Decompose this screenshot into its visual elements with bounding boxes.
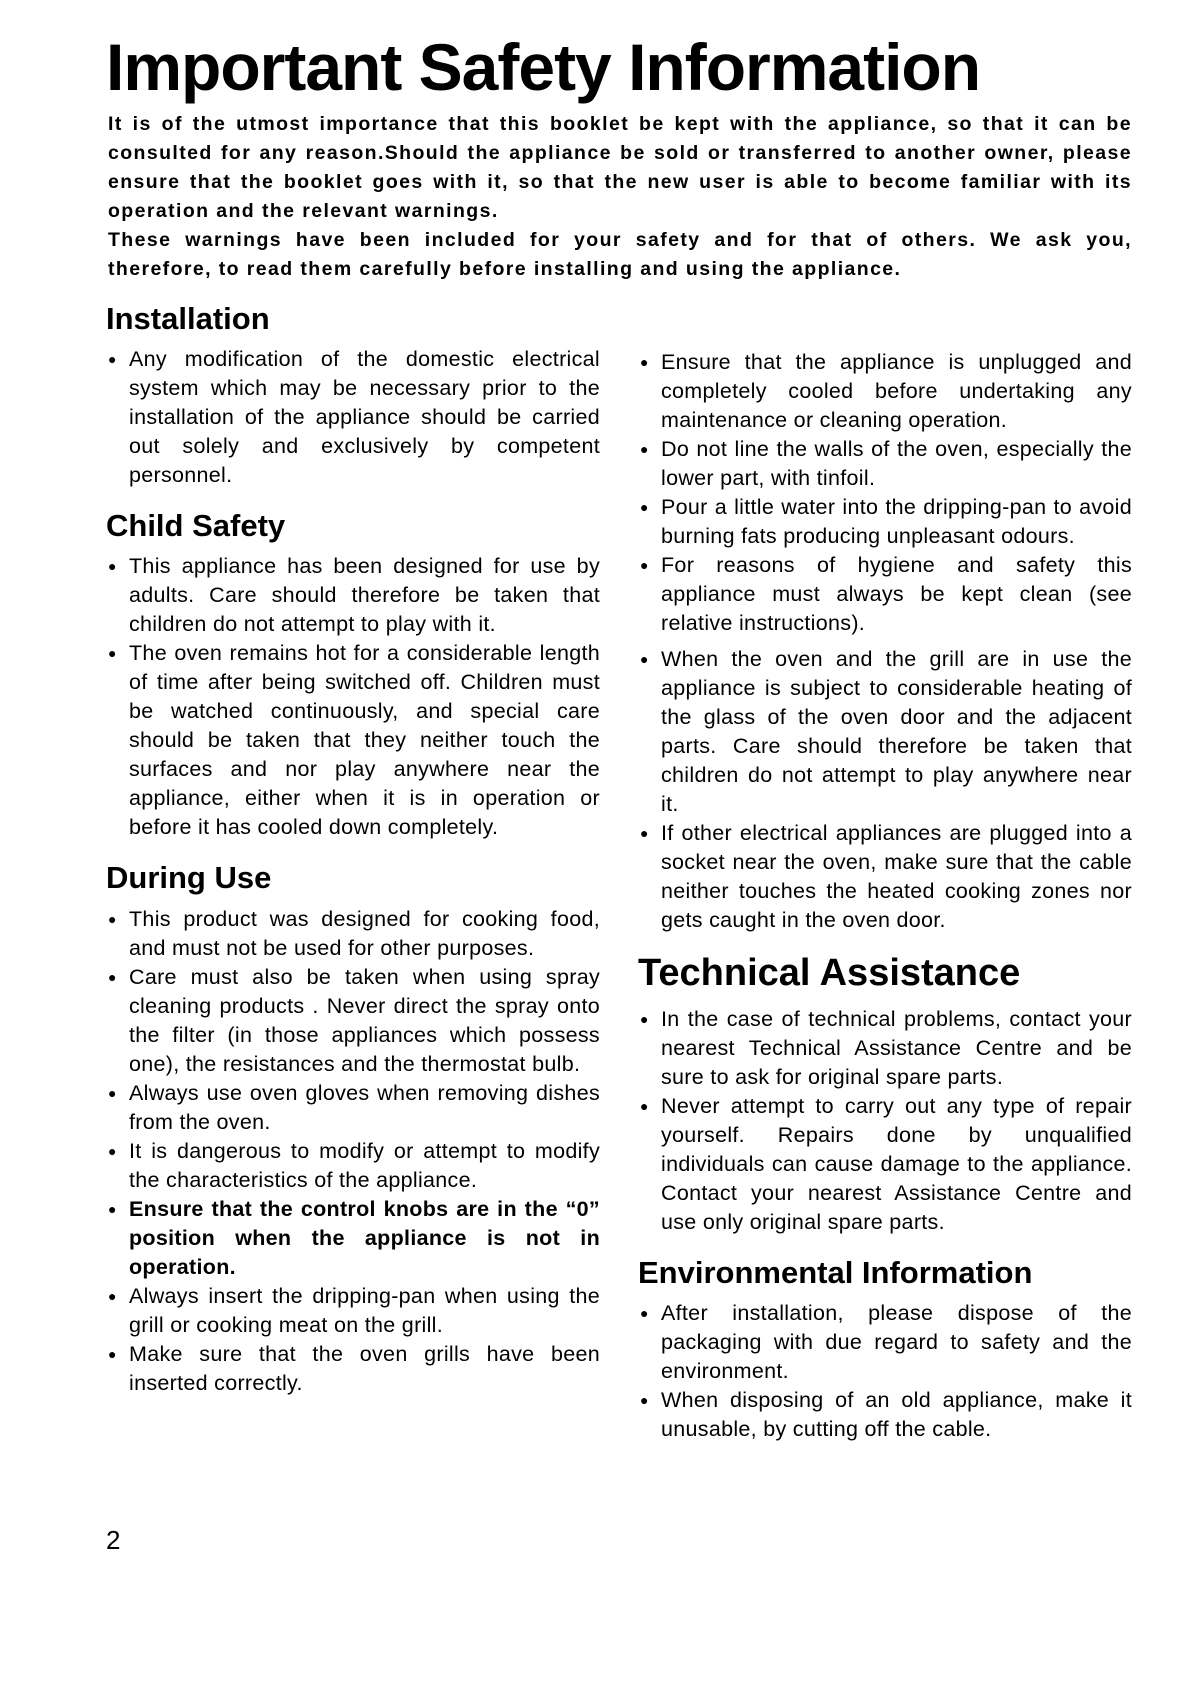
list-item-text: When disposing of an old appliance, make it unusable, by cutting off the cable. bbox=[661, 1387, 1132, 1441]
bullet-icon: ● bbox=[108, 1345, 117, 1362]
right-column bbox=[638, 348, 1132, 1444]
list-item-text: It is dangerous to modify or attempt to modify the characteristics of the appliance. bbox=[129, 1138, 600, 1192]
bullet-icon: ● bbox=[640, 441, 649, 457]
section-heading: Child Safety bbox=[106, 508, 286, 544]
bullet-icon: ● bbox=[640, 825, 649, 841]
list-item-text: Always insert the dripping-pan when using the grill or cooking meat on the grill. bbox=[129, 1283, 600, 1337]
technical-assistance-section bbox=[638, 951, 1132, 1237]
bullet-icon: ● bbox=[640, 1097, 649, 1114]
list-item-text: Ensure that the control knobs are in the “0” position when the appliance is not in operation. bbox=[129, 1196, 600, 1279]
list-item-text: When the oven and the grill are in use the appliance is subject to considerable heating of the glass of the oven door and the adjacent parts. Care should therefore be taken that children do not attempt to play anywhere near it. bbox=[661, 647, 1132, 816]
environmental-information-section bbox=[638, 1254, 1132, 1444]
list-item-text: Ensure that the appliance is unplugged and completely cooled before undertaking any maintenance or cleaning operation. bbox=[661, 350, 1132, 432]
list-item-text: Any modification of the domestic electrical system which may be necessary prior to the installation of the appliance should be carried out solely and exclusively by competent personnel. bbox=[129, 347, 600, 488]
bullet-icon: ● bbox=[108, 1287, 117, 1304]
list-item-text: If other electrical appliances are plugged into a socket near the oven, make sure that the cable neither touches the heated cooking zones nor gets caught in the oven door. bbox=[661, 821, 1132, 932]
bullet-icon: ● bbox=[108, 1084, 117, 1101]
bullet-icon: ● bbox=[108, 351, 117, 368]
bullet-icon: ● bbox=[640, 499, 649, 515]
list-item bbox=[638, 348, 1132, 435]
list-item-text: Always use oven gloves when removing dishes from the oven. bbox=[129, 1080, 600, 1134]
bullet-icon: ● bbox=[108, 1142, 117, 1159]
bullet-list bbox=[106, 345, 600, 490]
list-item-text: For reasons of hygiene and safety this appliance must always be kept clean (see relative instructions). bbox=[661, 553, 1132, 635]
bullet-icon: ● bbox=[640, 1010, 649, 1027]
list-item bbox=[106, 552, 600, 639]
list-item bbox=[638, 645, 1132, 819]
bullet-icon: ● bbox=[640, 651, 649, 667]
list-item bbox=[106, 1137, 600, 1195]
installation-section bbox=[106, 300, 600, 490]
section-heading: During Use bbox=[106, 860, 272, 896]
list-item bbox=[638, 435, 1132, 493]
during-use-section bbox=[106, 859, 600, 1397]
bullet-icon: ● bbox=[108, 645, 117, 662]
list-item-text: This appliance has been designed for use by adults. Care should therefore be taken that children do not attempt to play with it. bbox=[129, 554, 600, 637]
bullet-icon: ● bbox=[640, 354, 649, 370]
bullet-list bbox=[638, 348, 1132, 935]
page-title: Important Safety Information bbox=[106, 30, 981, 104]
list-item bbox=[106, 963, 600, 1079]
list-item bbox=[106, 1079, 600, 1137]
bullet-icon: ● bbox=[640, 557, 649, 573]
list-item-text: Never attempt to carry out any type of repair yourself. Repairs done by unqualified individuals can cause damage to the appliance. Contact your nearest Assistance Centre and use only original spare parts. bbox=[661, 1093, 1132, 1234]
child-safety-section bbox=[106, 507, 600, 842]
list-item bbox=[638, 1386, 1132, 1444]
list-item bbox=[638, 1092, 1132, 1237]
list-item-text: Pour a little water into the dripping-pan to avoid burning fats producing unpleasant odours. bbox=[661, 495, 1132, 548]
list-item bbox=[638, 819, 1132, 935]
left-column bbox=[106, 300, 600, 1398]
list-item bbox=[638, 551, 1132, 638]
list-item-text: This product was designed for cooking food, and must not be used for other purposes. bbox=[129, 906, 600, 960]
bullet-list bbox=[106, 552, 600, 842]
bullet-list bbox=[638, 1005, 1132, 1237]
list-item bbox=[638, 1299, 1132, 1386]
bullet-list bbox=[106, 905, 600, 1398]
section-heading: Environmental Information bbox=[638, 1254, 1033, 1290]
bullet-icon: ● bbox=[640, 1304, 649, 1321]
bullet-icon: ● bbox=[108, 968, 117, 985]
bullet-icon: ● bbox=[640, 1391, 649, 1408]
list-item bbox=[106, 1340, 600, 1398]
list-item bbox=[638, 1005, 1132, 1092]
section-heading: Technical Assistance bbox=[638, 952, 1021, 994]
list-item bbox=[106, 1195, 600, 1282]
bullet-icon: ● bbox=[108, 558, 117, 575]
list-item bbox=[106, 639, 600, 842]
during-use-continued-section bbox=[638, 348, 1132, 935]
list-item bbox=[106, 345, 600, 490]
list-item-text: Care must also be taken when using spray cleaning products . Never direct the spray onto the filter (in those appliances which possess one), the resistances and the thermostat bulb. bbox=[129, 964, 600, 1076]
list-item-text: Do not line the walls of the oven, especially the lower part, with tinfoil. bbox=[661, 437, 1132, 490]
list-item-text: In the case of technical problems, contact your nearest Technical Assistance Centre and be sure to ask for original spare parts. bbox=[661, 1006, 1132, 1089]
list-item-text: Make sure that the oven grills have been inserted correctly. bbox=[129, 1341, 600, 1395]
list-item bbox=[106, 1282, 600, 1340]
intro-text bbox=[108, 110, 1132, 284]
bullet-list bbox=[638, 1299, 1132, 1444]
list-item bbox=[638, 493, 1132, 551]
intro-paragraph: These warnings have been included for your safety and for that of others. We ask you, therefore, to read them carefully before installing and using the appliance. bbox=[108, 229, 1132, 280]
page-number: 2 bbox=[106, 1525, 121, 1555]
list-item bbox=[106, 905, 600, 963]
list-item-text: The oven remains hot for a considerable length of time after being switched off. Children must be watched continuously, and special care should be taken that they neither touch the surfaces and nor play anywhere near the appliance, either when it is in operation or before it has cooled down completely. bbox=[129, 641, 600, 840]
section-heading: Installation bbox=[106, 301, 270, 336]
intro-paragraph: It is of the utmost importance that this booklet be kept with the appliance, so that it can be consulted for any reason.Should the appliance be sold or transferred to another owner, please ensure that the booklet goes with it, so that the new user is able to become familiar with its operation and the relevant warnings. bbox=[108, 113, 1132, 222]
bullet-icon: ● bbox=[108, 1200, 117, 1217]
bullet-icon: ● bbox=[108, 910, 117, 927]
list-item-text: After installation, please dispose of the packaging with due regard to safety and the environment. bbox=[661, 1300, 1132, 1383]
